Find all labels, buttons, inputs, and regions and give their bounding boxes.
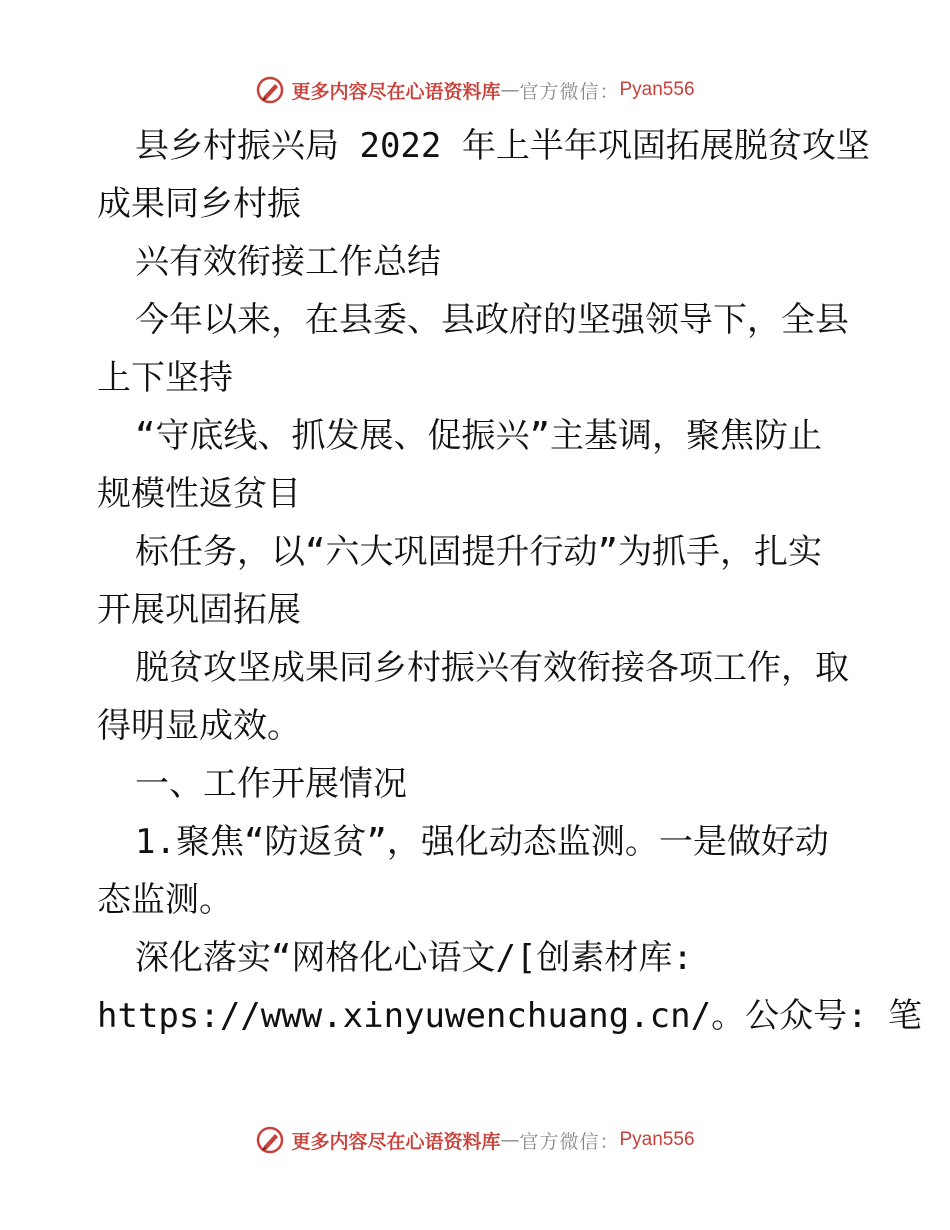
banner-separator: —	[500, 79, 520, 101]
paragraph-line: 上下坚持	[97, 358, 233, 398]
banner-label: 官方微信：	[519, 1130, 620, 1153]
banner-text: 更多内容尽在心语资料库	[291, 1130, 501, 1153]
header-banner	[0, 70, 950, 110]
paragraph-line: 深化落实“网格化心语文/[创素材库:	[135, 938, 693, 978]
document-body	[97, 117, 923, 1045]
banner-label: 官方微信：	[519, 80, 620, 103]
paragraph-line: 态监测。	[97, 880, 233, 920]
banner-wechat-id: Pyan556	[619, 79, 695, 100]
paragraph-line: 脱贫攻坚成果同乡村振兴有效衔接各项工作，取	[135, 648, 849, 688]
footer-banner	[0, 1120, 950, 1160]
paragraph-line: 规模性返贫目	[97, 474, 301, 514]
paragraph-line: 标任务，以“六大巩固提升行动”为抓手，扎实	[135, 532, 822, 572]
paragraph-line: 得明显成效。	[97, 706, 301, 746]
title-line-3: 兴有效衔接工作总结	[135, 242, 441, 282]
paragraph-line: 1.聚焦“防返贫”，强化动态监测。一是做好动	[135, 822, 829, 862]
banner-text: 更多内容尽在心语资料库	[291, 80, 501, 103]
paragraph-line: “守底线、抓发展、促振兴”主基调，聚焦防止	[135, 416, 822, 456]
paragraph-line: 今年以来，在县委、县政府的坚强领导下，全县	[135, 300, 849, 340]
banner-wechat-id: Pyan556	[619, 1129, 695, 1150]
title-line-1: 县乡村振兴局 2022 年上半年巩固拓展脱贫攻坚	[135, 126, 870, 166]
pen-logo-icon	[255, 1125, 285, 1155]
pen-logo-icon	[255, 75, 285, 105]
title-line-2: 成果同乡村振	[97, 184, 301, 224]
paragraph-line: 开展巩固拓展	[97, 590, 301, 630]
banner-separator: —	[500, 1129, 520, 1151]
section-heading: 一、工作开展情况	[135, 764, 407, 804]
paragraph-line: https://www.xinyuwenchuang.cn/。公众号: 笔	[97, 996, 923, 1036]
